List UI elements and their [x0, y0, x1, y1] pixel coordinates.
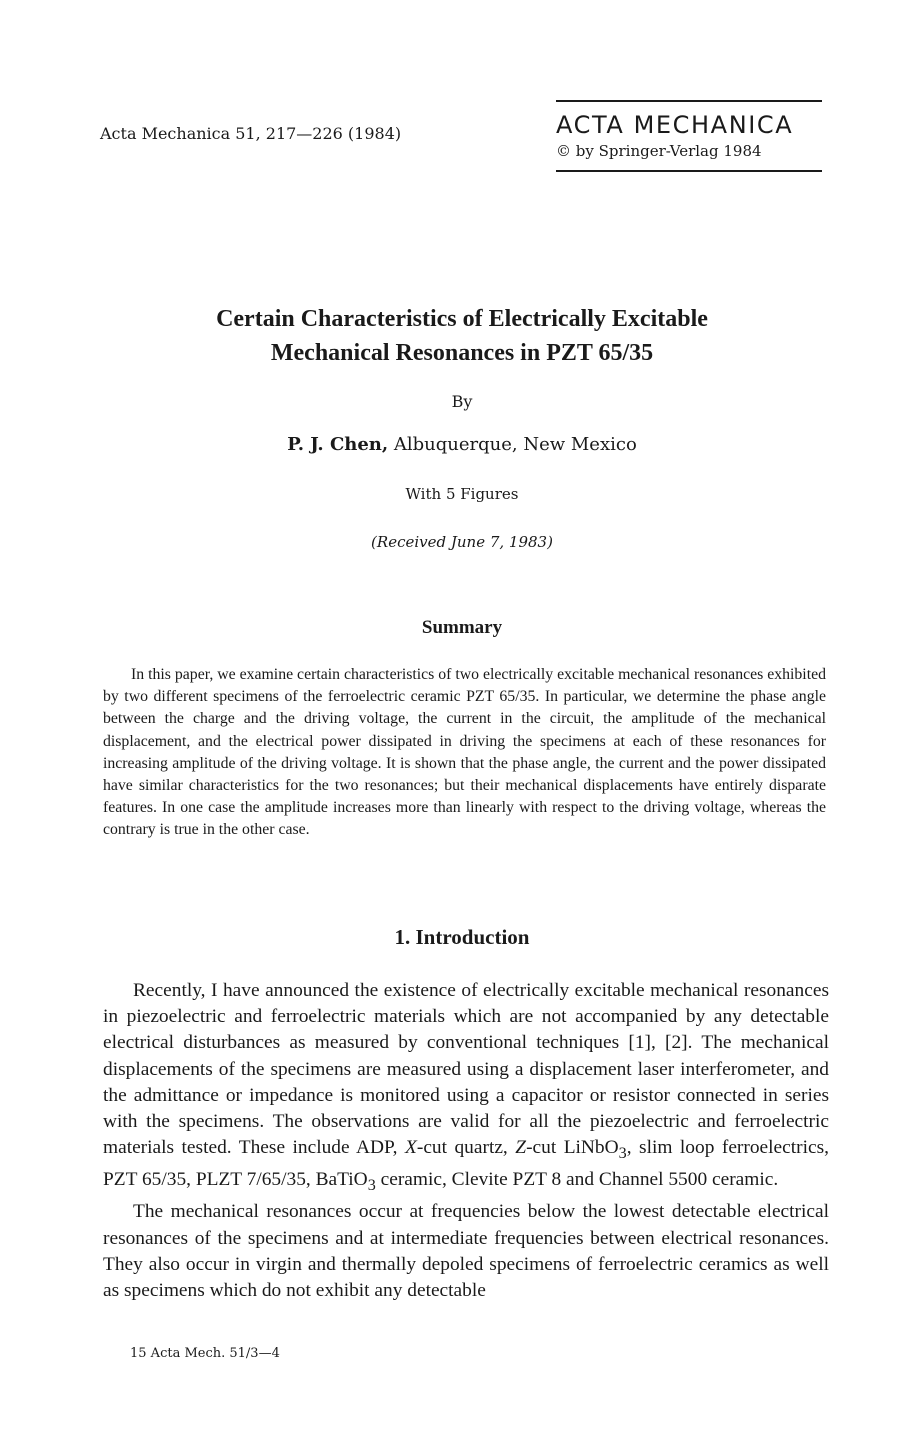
journal-citation: Acta Mechanica 51, 217—226 (1984) — [100, 124, 402, 143]
journal-name: ACTA MECHANICA — [556, 111, 794, 139]
title-line-2: Mechanical Resonances in PZT 65/35 — [270, 340, 654, 366]
author-line — [100, 434, 824, 455]
masthead-bottom-rule — [556, 170, 822, 172]
intro-paragraph-1: Recently, I have announced the existence of electrically excitable mechanical resonances in piezoelectric and ferroelectric materials which are not accompanied by any detectable electrical disturbances as measured by conventional techniques [1], [2]. The mechanical displacements of the specimens are measured using a displacement laser interferometer, and the admittance or impedance is monitored using a capacitor or resistor connected in series with the specimens. The observations are valid for all the piezoelectric and ferroelectric materials tested. These include ADP, X-cut quartz, Z-cut LiNbO$_3$, slim loop ferroelectrics, PZT 65/35, PLZT 7/65/35, BaTiO$_3$ ceramic, Clevite PZT 8 and Channel 5500 ceramic. — [103, 980, 829, 1195]
paper-title — [100, 302, 824, 370]
journal-masthead — [556, 100, 822, 172]
intro-paragraph-2: The mechanical resonances occur at frequencies below the lowest detectable electrical resonances of the specimens and at intermediate frequencies between electrical resonances. They also occur in virgin and thermally depoled specimens of ferroelectric ceramics as well as specimens which do not exhibit any detectable — [103, 1201, 829, 1301]
author-name: P. J. Chen, — [287, 434, 389, 455]
summary-heading: Summary — [421, 617, 503, 638]
author-affiliation: Albuquerque, New Mexico — [388, 434, 637, 455]
figure-count: With 5 Figures — [405, 485, 519, 503]
title-line-1: Certain Characteristics of Electrically Excitable — [216, 306, 708, 332]
masthead-top-rule — [556, 100, 822, 102]
introduction-body — [103, 978, 829, 1304]
page-footer: 15 Acta Mech. 51/3—4 — [130, 1346, 280, 1361]
received-date: (Received June 7, 1983) — [371, 533, 553, 551]
summary-text: In this paper, we examine certain characteristics of two electrically excitable mechanical resonances exhibited by two different specimens of the ferroelectric ceramic PZT 65/35. In particular, we determine the phase angle between the charge and the driving voltage, the current in the circuit, the amplitude of the mechanical displacement, and the electrical power dissipated in driving the specimens at each of these resonances for increasing amplitude of the driving voltage. It is shown that the phase angle, the current and the power dissipated have similar characteristics for the two resonances; but their mechanical displacements have entirely disparate features. In one case the amplitude increases more than linearly with respect to the driving voltage, whereas the contrary is true in the other case. — [103, 666, 826, 839]
introduction-heading: 1. Introduction — [394, 925, 530, 949]
journal-copyright: © by Springer-Verlag 1984 — [556, 142, 762, 160]
byline: By — [451, 392, 473, 411]
